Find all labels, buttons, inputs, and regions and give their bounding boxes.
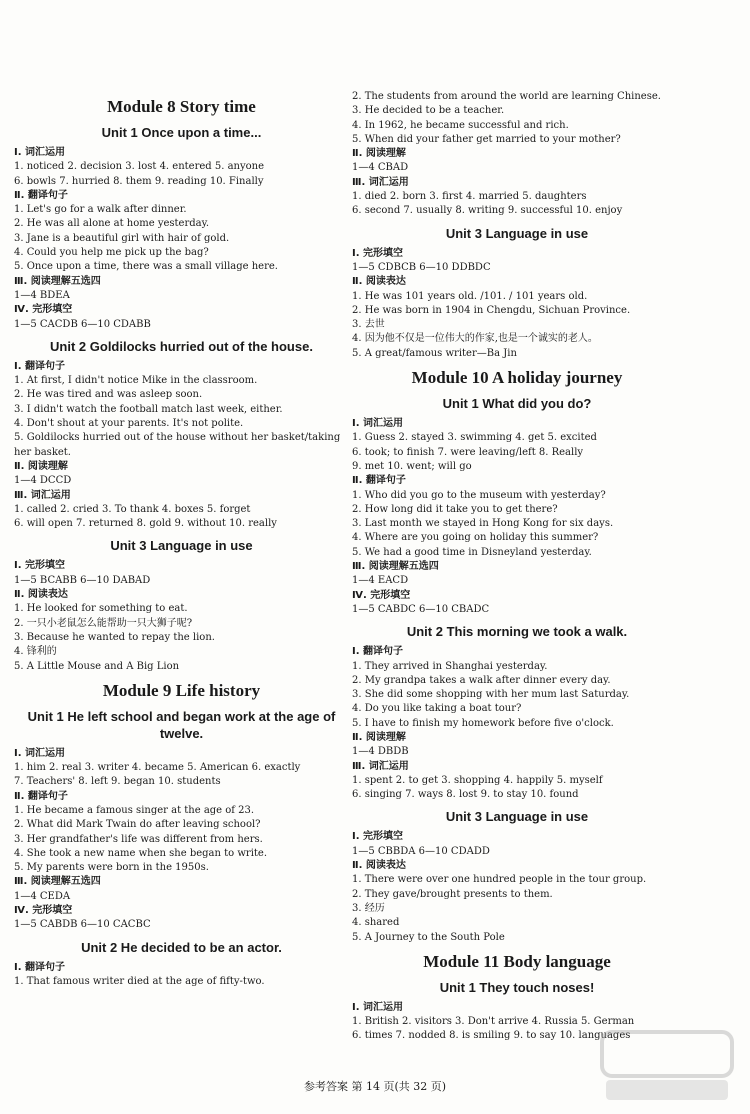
answer-line: 1—4 CBAD (352, 162, 409, 174)
m10-unit3-answers (352, 830, 682, 944)
m9-unit3-answers (352, 247, 682, 361)
module-11-title: Module 11 Body language (423, 951, 611, 971)
m10-unit2-title: Unit 2 This morning we took a walk. (406, 624, 628, 640)
m8-unit2-answers (14, 360, 349, 532)
answer-line: 1—4 DCCD (14, 475, 72, 487)
section-heading: Ⅰ. 翻译句子 (14, 360, 66, 372)
section-heading: Ⅰ. 词汇运用 (352, 1001, 404, 1013)
answer-line: 1. Who did you go to the museum with yesterday? (352, 489, 606, 501)
answer-line: 1. Guess 2. stayed 3. swimming 4. get 5. excited (352, 432, 597, 444)
answer-line: 1. They arrived in Shanghai yesterday. (352, 660, 548, 672)
section-heading: Ⅱ. 翻译句子 (14, 790, 68, 802)
answer-line: 4. 锋利的 (14, 646, 57, 658)
answer-line: 1. Let's go for a walk after dinner. (14, 204, 187, 216)
section-heading: Ⅲ. 词汇运用 (14, 489, 71, 501)
answer-line: 2. The students from around the world are learning Chinese. (352, 91, 661, 102)
answer-line: 4. In 1962, he became successful and rich. (352, 119, 569, 131)
answer-line: 3. Jane is a beautiful girl with hair of gold. (14, 232, 230, 244)
answer-line: 1—5 CABDB 6—10 CACBC (14, 919, 151, 931)
section-heading: Ⅲ. 阅读理解五选四 (14, 275, 101, 287)
answer-line: 3. Because he wanted to repay the lion. (14, 631, 215, 643)
answer-line: 6. singing 7. ways 8. lost 9. to stay 10. found (352, 789, 579, 801)
section-heading: Ⅱ. 阅读表达 (352, 276, 406, 288)
answer-line: 4. Do you like taking a boat tour? (352, 703, 522, 715)
answer-line: 1—4 DBDB (352, 746, 409, 758)
answer-line: 5. A Journey to the South Pole (352, 931, 505, 943)
answer-line: 4. She took a new name when she began to write. (14, 847, 268, 859)
m8-unit3-answers (14, 559, 349, 673)
answer-line: 5. I have to finish my homework before five o'clock. (352, 717, 614, 729)
section-heading: Ⅱ. 阅读表达 (14, 589, 68, 601)
answer-line: 1—4 EACD (352, 575, 409, 587)
answer-line: 5. Goldilocks hurried out of the house without her basket/taking her basket. (14, 432, 341, 458)
answer-line: 1. noticed 2. decision 3. lost 4. entered 5. anyone (14, 161, 265, 173)
answer-line: 4. Don't shout at your parents. It's not polite. (14, 418, 244, 430)
module-9-title: Module 9 Life history (102, 680, 261, 700)
answer-line: 1—5 CBBDA 6—10 CDADD (352, 845, 490, 857)
section-heading: Ⅱ. 阅读理解 (14, 460, 68, 472)
section-heading: Ⅱ. 阅读理解 (352, 148, 406, 160)
section-heading: Ⅰ. 词汇运用 (14, 747, 66, 759)
answer-line: 4. shared (352, 917, 400, 929)
answer-line: 1. He looked for something to eat. (14, 603, 188, 615)
section-heading: Ⅱ. 阅读理解 (352, 731, 406, 743)
answer-line: 1. At first, I didn't notice Mike in the classroom. (14, 375, 258, 387)
answer-line: 2. 一只小老鼠怎么能帮助一只大狮子呢? (14, 617, 193, 629)
answer-line: 1. him 2. real 3. writer 4. became 5. American 6. exactly (14, 762, 301, 774)
answer-line: 3. Last month we stayed in Hong Kong for six days. (352, 518, 614, 530)
m8-unit1-title: Unit 1 Once upon a time... (101, 125, 262, 140)
answer-line: 1—5 CACDB 6—10 CDABB (14, 318, 151, 330)
section-heading: Ⅳ. 完形填空 (14, 304, 73, 316)
section-heading: Ⅱ. 翻译句子 (352, 475, 406, 487)
module-10-title: Module 10 A holiday journey (411, 368, 623, 388)
answer-line: 4. Where are you going on holiday this summer? (352, 532, 599, 544)
answer-line: 1—4 CEDA (14, 890, 71, 902)
answer-line: 2. He was all alone at home yesterday. (14, 218, 210, 230)
answer-line: 1. British 2. visitors 3. Don't arrive 4. Russia 5. German (352, 1016, 635, 1028)
m8-unit3-title: Unit 3 Language in use (110, 538, 253, 554)
section-heading: Ⅲ. 阅读理解五选四 (352, 561, 439, 573)
right-column (352, 90, 682, 1044)
module-8-title: Module 8 Story time (107, 97, 256, 116)
answer-line: 9. met 10. went; will go (352, 460, 472, 472)
answer-line: 6. bowls 7. hurried 8. them 9. reading 10. Finally (14, 175, 264, 187)
m9-unit1-title: Unit 1 He left school and began work at the age of twelve. (27, 708, 336, 741)
answer-line: 3. He decided to be a teacher. (352, 105, 505, 117)
answer-line: 5. We had a good time in Disneyland yesterday. (352, 546, 592, 558)
answer-line: 2. What did Mark Twain do after leaving school? (14, 819, 261, 831)
answer-line: 5. When did your father get married to your mother? (352, 133, 621, 145)
section-heading: Ⅲ. 词汇运用 (352, 176, 409, 188)
answer-line: 5. A great/famous writer—Ba Jin (352, 347, 517, 359)
section-heading: Ⅰ. 词汇运用 (14, 147, 66, 158)
answer-line: 4. Could you help me pick up the bag? (14, 247, 209, 259)
m10-unit1-answers (352, 417, 682, 617)
answer-line: 5. My parents were born in the 1950s. (14, 862, 209, 874)
left-column (14, 90, 349, 989)
answer-line: 3. 经历 (352, 902, 385, 914)
section-heading: Ⅰ. 词汇运用 (352, 418, 404, 430)
answer-line: 6. took; to finish 7. were leaving/left 8. Really (352, 446, 584, 458)
m10-unit2-answers (352, 645, 682, 802)
answer-line: 1. spent 2. to get 3. shopping 4. happily 5. myself (352, 774, 603, 786)
answer-line: 1. He was 101 years old. /101. / 101 years old. (352, 290, 588, 302)
answer-line: 7. Teachers' 8. left 9. began 10. students (14, 776, 221, 788)
answer-line: 2. He was born in 1904 in Chengdu, Sichuan Province. (352, 304, 631, 316)
section-heading: Ⅳ. 完形填空 (352, 589, 411, 601)
answer-line: 6. times 7. nodded 8. is smiling 9. to say 10. languages (352, 1030, 631, 1042)
section-heading: Ⅰ. 完形填空 (14, 560, 66, 572)
section-heading: Ⅲ. 词汇运用 (352, 760, 409, 772)
section-heading: Ⅱ. 阅读表达 (352, 860, 406, 872)
section-heading: Ⅳ. 完形填空 (14, 905, 73, 917)
answer-line: 2. How long did it take you to get there? (352, 503, 558, 515)
answer-line: 1. That famous writer died at the age of fifty-two. (14, 975, 265, 987)
answer-line: 1—5 BCABB 6—10 DABAD (14, 574, 151, 586)
answer-line: 5. A Little Mouse and A Big Lion (14, 660, 180, 672)
section-heading: Ⅰ. 翻译句子 (14, 961, 66, 973)
section-heading: Ⅰ. 完形填空 (352, 831, 404, 843)
answer-line: 1—5 CABDC 6—10 CBADC (352, 603, 490, 615)
section-heading: Ⅰ. 完形填空 (352, 247, 404, 259)
m10-unit3-title: Unit 3 Language in use (445, 809, 589, 825)
answer-line: 2. He was tired and was asleep soon. (14, 389, 203, 401)
answer-line: 1. He became a famous singer at the age of 23. (14, 804, 255, 816)
m8-unit1-answers (14, 146, 349, 332)
answer-line: 2. They gave/brought presents to them. (352, 888, 553, 900)
m8-unit2-title: Unit 2 Goldilocks hurried out of the house. (50, 338, 313, 354)
m9-unit2-answers (14, 961, 349, 990)
answer-line: 6. will open 7. returned 8. gold 9. without 10. really (14, 518, 277, 530)
section-heading: Ⅲ. 阅读理解五选四 (14, 876, 101, 888)
answer-line: 3. Her grandfather's life was different from hers. (14, 833, 263, 845)
answer-line: 1—5 CDBCB 6—10 DDBDC (352, 261, 491, 273)
answer-line: 2. My grandpa takes a walk after dinner every day. (352, 674, 611, 686)
section-heading: Ⅰ. 翻译句子 (352, 646, 404, 658)
m11-unit1-title: Unit 1 They touch noses! (439, 979, 595, 995)
answer-line: 1. died 2. born 3. first 4. married 5. daughters (352, 191, 587, 203)
answer-line: 6. second 7. usually 8. writing 9. successful 10. enjoy (352, 205, 623, 217)
answer-line: 3. 去世 (352, 319, 385, 331)
watermark-logo (592, 1026, 742, 1106)
answer-line: 3. I didn't watch the football match last week, either. (14, 403, 283, 415)
answer-line: 3. She did some shopping with her mum last Saturday. (352, 689, 630, 701)
answer-line: 1. called 2. cried 3. To thank 4. boxes 5. forget (14, 503, 251, 515)
m9-unit2-title: Unit 2 He decided to be an actor. (81, 939, 282, 955)
m9-unit3-title: Unit 3 Language in use (445, 225, 589, 241)
m10-unit1-title: Unit 1 What did you do? (442, 396, 592, 412)
section-heading: Ⅱ. 翻译句子 (14, 189, 68, 201)
answer-line: 1. There were over one hundred people in the tour group. (352, 874, 647, 886)
answer-line: 1—4 BDEA (14, 289, 70, 301)
page-footer: 参考答案 第 14 页(共 32 页) (303, 1080, 447, 1093)
m9-unit1-answers (14, 747, 349, 933)
answer-line: 5. Once upon a time, there was a small village here. (14, 261, 278, 273)
answer-line: 4. 因为他不仅是一位伟大的作家,也是一个诚实的老人。 (352, 333, 598, 345)
m9-unit2-answers-cont (352, 90, 682, 219)
